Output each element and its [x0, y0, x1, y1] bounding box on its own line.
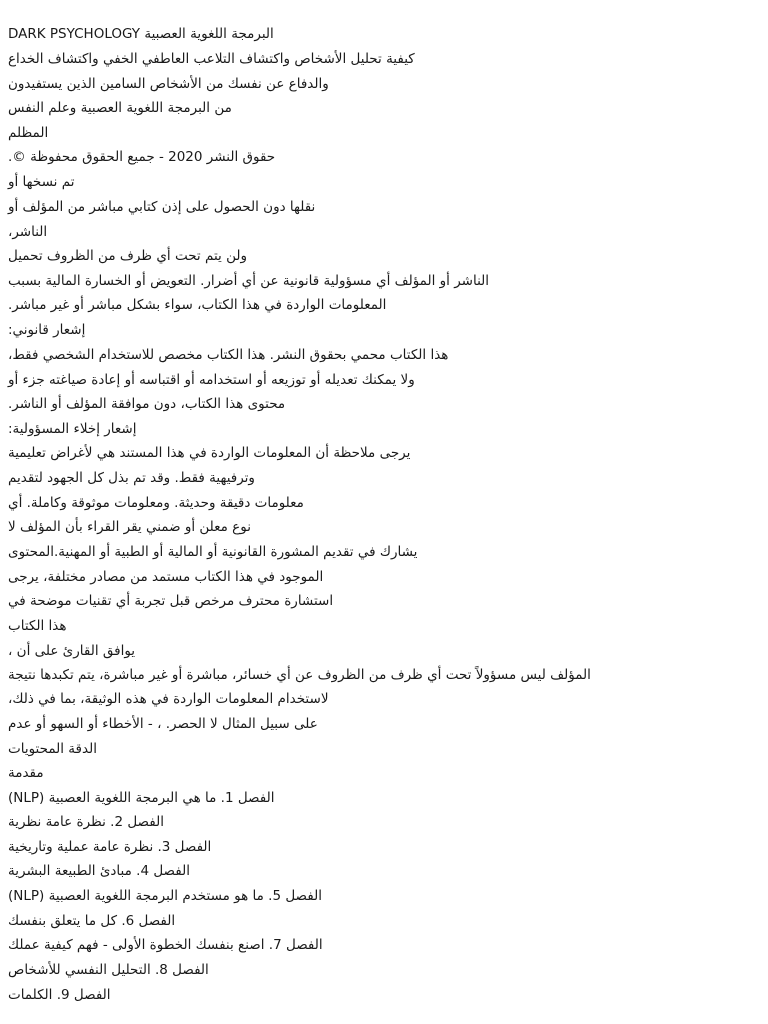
toc-item-chapter-4: الفصل 4. مبادئ الطبيعة البشرية [8, 863, 190, 879]
toc-item-chapter-8: الفصل 8. التحليل النفسي للأشخاص [8, 962, 209, 978]
copyright-line: حقوق النشر 2020 - جميع الحقوق محفوظة ©. [8, 149, 276, 165]
disclaimer-line: لاستخدام المعلومات الواردة في هذه الوثيقة، بما في ذلك، [8, 691, 329, 707]
toc-item-chapter-1: الفصل 1. ما هي البرمجة اللغوية العصبية (NLP) [8, 790, 275, 806]
toc-item-chapter-5: الفصل 5. ما هو مستخدم البرمجة اللغوية العصبية (NLP) [8, 888, 322, 904]
disclaimer-line: نوع معلن أو ضمني يقر القراء بأن المؤلف لا [8, 519, 251, 535]
copyright-text-line: الناشر أو المؤلف أي مسؤولية قانونية عن أي أضرار. التعويض أو الخسارة المالية بسبب [8, 273, 490, 289]
disclaimer-line: على سبيل المثال لا الحصر. ، - الأخطاء أو السهو أو عدم [8, 716, 318, 732]
toc-item-chapter-2: الفصل 2. نظرة عامة نظرية [8, 814, 164, 830]
book-title-line: البرمجة اللغوية العصبية DARK PSYCHOLOGY [8, 26, 274, 42]
toc-item-chapter-3: الفصل 3. نظرة عامة عملية وتاريخية [8, 839, 212, 855]
disclaimer-line: هذا الكتاب [8, 618, 67, 634]
toc-item-introduction: مقدمة [8, 765, 44, 781]
legal-notice-line: ولا يمكنك تعديله أو توزيعه أو استخدامه أو اقتباسه أو إعادة صياغته جزء أو [8, 372, 415, 388]
subtitle-line: من البرمجة اللغوية العصبية وعلم النفس [8, 100, 232, 116]
contents-heading-line: الدقة المحتويات [8, 741, 97, 757]
toc-item-chapter-6: الفصل 6. كل ما يتعلق بنفسك [8, 913, 176, 929]
subtitle-line: والدفاع عن نفسك من الأشخاص السامين الذين يستفيدون [8, 76, 329, 92]
legal-notice-line: محتوى هذا الكتاب، دون موافقة المؤلف أو الناشر. [8, 396, 286, 412]
toc-item-chapter-9: الفصل 9. الكلمات [8, 987, 111, 1003]
copyright-text-line: نقلها دون الحصول على إذن كتابي مباشر من المؤلف أو [8, 199, 316, 215]
disclaimer-line: يشارك في تقديم المشورة القانونية أو المالية أو الطبية أو المهنية.المحتوى [8, 544, 418, 560]
disclaimer-line: يوافق القارئ على أن ، [8, 643, 136, 659]
disclaimer-line: وترفيهية فقط. وقد تم بذل كل الجهود لتقديم [8, 470, 255, 486]
disclaimer-line: الموجود في هذا الكتاب مستمد من مصادر مختلفة، يرجى [8, 569, 324, 585]
disclaimer-line: يرجى ملاحظة أن المعلومات الواردة في هذا المستند هي لأغراض تعليمية [8, 445, 411, 461]
legal-notice-heading: إشعار قانوني: [8, 322, 86, 338]
copyright-text-line: تم نسخها أو [8, 174, 75, 190]
subtitle-line: المظلم [8, 125, 49, 141]
legal-notice-line: هذا الكتاب محمي بحقوق النشر. هذا الكتاب مخصص للاستخدام الشخصي فقط، [8, 347, 449, 363]
copyright-text-line: المعلومات الواردة في هذا الكتاب، سواء بشكل مباشر أو غير مباشر. [8, 297, 387, 313]
copyright-text-line: ولن يتم تحت أي ظرف من الظروف تحميل [8, 248, 247, 264]
toc-item-chapter-7: الفصل 7. اصنع بنفسك الخطوة الأولى - فهم كيفية عملك [8, 937, 323, 953]
disclaimer-line: معلومات دقيقة وحديثة. ومعلومات موثوقة وكاملة. أي [8, 495, 304, 511]
subtitle-line: كيفية تحليل الأشخاص واكتشاف التلاعب العاطفي الخفي واكتشاف الخداع [8, 51, 415, 67]
copyright-text-line: الناشر، [8, 224, 48, 240]
disclaimer-line: استشارة محترف مرخص قبل تجربة أي تقنيات موضحة في [8, 593, 334, 609]
disclaimer-line: المؤلف ليس مسؤولاً تحت أي ظرف من الظروف عن أي خسائر، مباشرة أو غير مباشرة، يتم تكبدها نتيجة [8, 667, 591, 683]
disclaimer-heading: إشعار إخلاء المسؤولية: [8, 421, 137, 437]
